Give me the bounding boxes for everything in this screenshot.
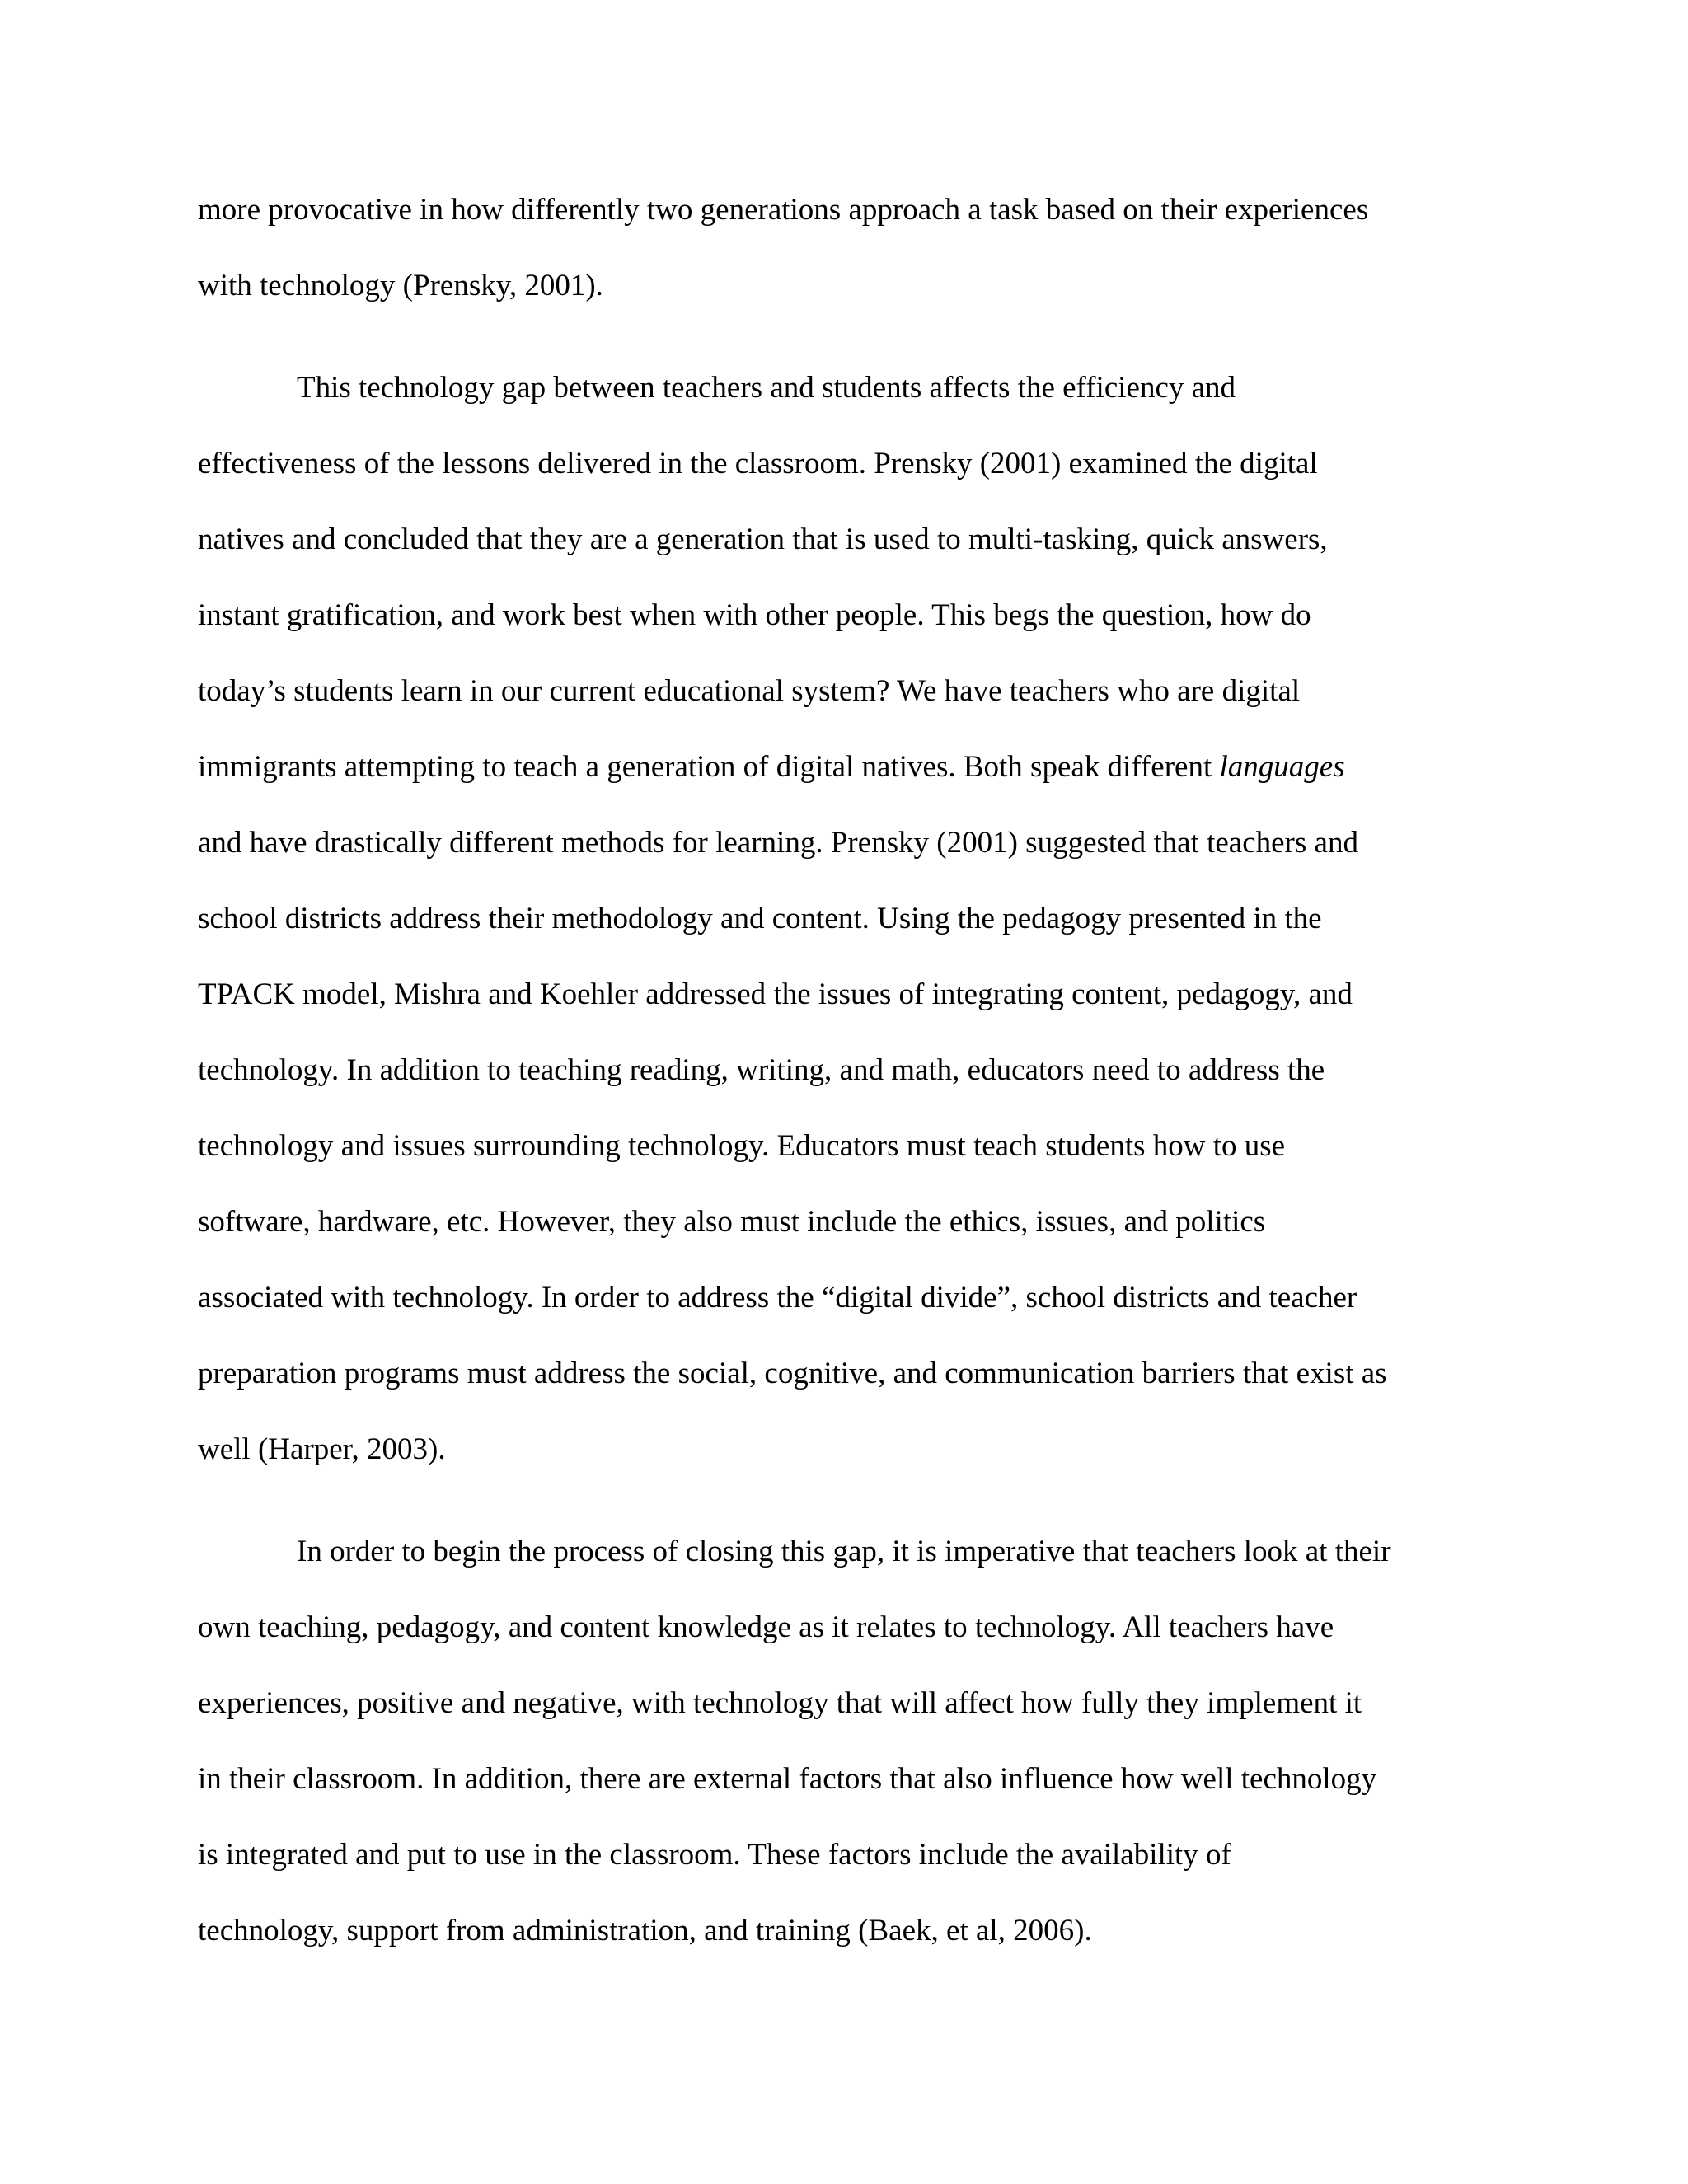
paragraph-2-line-12: software, hardware, etc. However, they also must include the ethics, issues, and politics <box>198 1205 1266 1239</box>
paragraph-2-line-8: school districts address their methodology and content. Using the pedagogy presented in the <box>198 902 1322 935</box>
paragraph-2-line-5: today’s students learn in our current educational system? We have teachers who are digital <box>198 674 1301 708</box>
paragraph-3-line-4: in their classroom. In addition, there are external factors that also influence how well technology <box>198 1762 1377 1796</box>
paragraph-3-line-3: experiences, positive and negative, with technology that will affect how fully they implement it <box>198 1686 1362 1720</box>
paragraph-2-line-13: associated with technology. In order to address the “digital divide”, school districts and teacher <box>198 1281 1357 1315</box>
paragraph-3-line-5: is integrated and put to use in the classroom. These factors include the availability of <box>198 1838 1231 1872</box>
paragraph-2-line-1: This technology gap between teachers and students affects the efficiency and <box>297 371 1236 405</box>
paragraph-2-line-10: technology. In addition to teaching reading, writing, and math, educators need to address the <box>198 1053 1325 1087</box>
paragraph-2-line-2: effectiveness of the lessons delivered in the classroom. Prensky (2001) examined the digital <box>198 447 1318 480</box>
paragraph-2-line-7: and have drastically different methods for learning. Prensky (2001) suggested that teachers and <box>198 826 1358 860</box>
paragraph-2-line-14: preparation programs must address the social, cognitive, and communication barriers that exist as <box>198 1357 1387 1390</box>
paragraph-2-line-4: instant gratification, and work best when with other people. This begs the question, how do <box>198 598 1311 632</box>
paragraph-2-line-11: technology and issues surrounding technology. Educators must teach students how to use <box>198 1129 1286 1163</box>
paragraph-3-line-6: technology, support from administration, and training (Baek, et al, 2006). <box>198 1914 1092 1947</box>
paragraph-3-line-2: own teaching, pedagogy, and content knowledge as it relates to technology. All teachers have <box>198 1610 1334 1644</box>
paragraph-1-line-2: with technology (Prensky, 2001). <box>198 269 603 302</box>
paragraph-2-line-9: TPACK model, Mishra and Koehler addressed the issues of integrating content, pedagogy, and <box>198 977 1353 1011</box>
emphasis-languages: languages <box>1219 750 1345 784</box>
paragraph-2-line-15: well (Harper, 2003). <box>198 1432 446 1466</box>
paragraph-1-line-1: more provocative in how differently two generations approach a task based on their experiences <box>198 193 1369 227</box>
line-6-text: immigrants attempting to teach a generation of digital natives. Both speak different <box>198 750 1220 784</box>
paragraph-3-line-1: In order to begin the process of closing this gap, it is imperative that teachers look at their <box>297 1535 1391 1568</box>
paragraph-2-line-3: natives and concluded that they are a generation that is used to multi-tasking, quick answers, <box>198 523 1328 556</box>
paragraph-2-line-6 <box>198 748 1345 786</box>
